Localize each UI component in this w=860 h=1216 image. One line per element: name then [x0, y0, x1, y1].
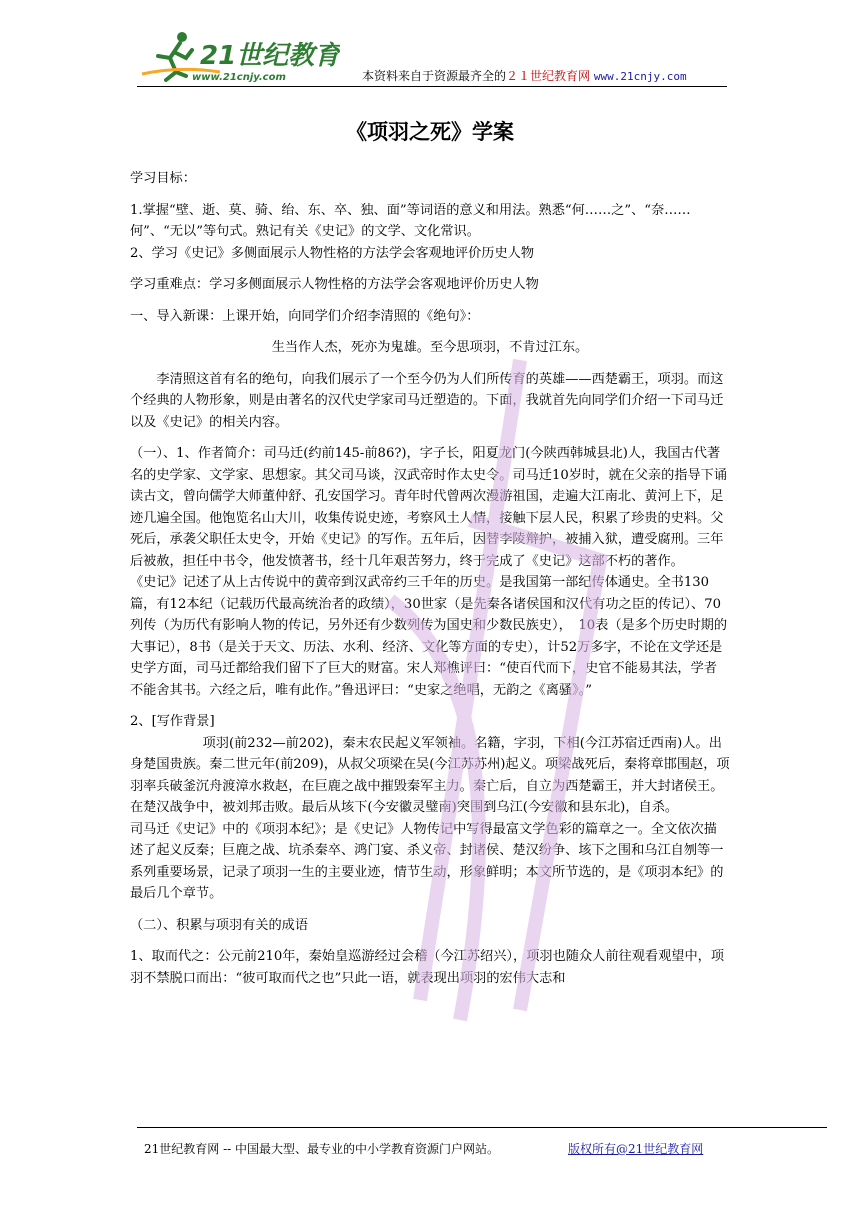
intro-heading: 一、导入新课：上课开始，向同学们介绍李清照的《绝句》：: [130, 308, 480, 324]
header-divider: [137, 86, 727, 87]
benji-intro: 司马迁《史记》中的《项羽本纪》；是《史记》人物传记中写得最富文学色彩的篇章之一。全文依次描述了起义反秦；巨鹿之战、坑杀秦卒、鸿门宴、杀义帝、封诸侯、楚汉纷争、垓下之围和乌江自刎等一系列重要场景，记录了项羽一生的主要业迹，情节生动，形象鲜明；本文所节选的，是《项羽本纪》的最后几个章节。: [130, 821, 724, 901]
idiom-1: 1、取而代之：公元前210年，秦始皇巡游经过会稽（今江苏绍兴），项羽也随众人前往观看观望中，项羽不禁脱口而出：“彼可取而代之也”只此一语，就表现出项羽的宏伟大志和: [130, 949, 725, 986]
poem-quote: 生当作人杰，死亦为鬼雄。至今思项羽，不肯过江东。: [271, 340, 589, 355]
source-prefix: 本资料来自于资源最齐全的: [362, 69, 507, 83]
xiangyu-bio: 项羽(前232—前202)，秦末农民起义军领袖。名籍，字羽，下相(今江苏宿迁西南)人。出身楚国贵族。秦二世元年(前209)，从叔父项梁在吴(今江苏苏州)起义。项梁战死后，秦将章邯围赵，项羽率兵破釜沉舟渡漳水救赵，在巨鹿之战中摧毁秦军主力。秦亡后，自立为西楚霸王，并大封诸侯王。在楚汉战争中，被刘邦击败。最后从垓下(今安徽灵璧南)突围到乌江(今安徽和县东北)，自杀。: [130, 735, 730, 815]
idioms-heading: （二）、积累与项羽有关的成语: [130, 917, 309, 933]
footer-divider: [137, 1127, 827, 1128]
document-body: [130, 168, 730, 989]
author-intro: （一）、1、作者简介：司马迁(约前145-前86?)，字子长，阳夏龙门(今陕西韩城县北)人，我国古代著名的史学家、文学家、思想家。其父司马谈，汉武帝时作太史令。司马迁10岁时，就在父亲的指导下诵读古文，曾向儒学大师董仲舒、孔安国学习。青年时代曾两次漫游祖国，走遍大江南北、黄河上下，足迹几遍全国。他饱览名山大川，收集传说史迹，考察风土人情，接触下层人民，积累了珍贵的史料。父死后，承袭父职任太史令，开始《史记》的写作。五年后，因替李陵辩护，被捕入狱，遭受腐刑。三年后被赦，担任中书令，他发愤著书，经十几年艰苦努力，终于完成了《史记》这部不朽的著作。: [130, 446, 728, 569]
logo-url-text: www.21cnjy.com: [192, 72, 286, 83]
header-source-line: [362, 67, 687, 84]
footer-site-description: 21世纪教育网 -- 中国最大型、最专业的中小学教育资源门户网站。: [144, 1142, 500, 1156]
source-site-link[interactable]: ２１世纪教育网: [506, 69, 591, 83]
goal-2: 2、学习《史记》多侧面展示人物性格的方法学会客观地评价历史人物: [130, 245, 535, 261]
logo-brand-text: 21世纪教育: [200, 41, 340, 71]
background-heading: 2、[写作背景]: [130, 714, 215, 729]
footer-copyright-link[interactable]: 版权所有@21世纪教育网: [568, 1142, 704, 1156]
key-points: 学习重难点：学习多侧面展示人物性格的方法学会客观地评价历史人物: [130, 277, 539, 292]
source-url-link[interactable]: www.21cnjy.com: [593, 70, 687, 83]
document-title: 《项羽之死》学案: [346, 120, 514, 144]
shiji-intro: 《史记》记述了从上古传说中的黄帝到汉武帝约三千年的历史。是我国第一部纪传体通史。全书130篇，有12本纪（记载历代最高统治者的政绩），30世家（是先秦各诸侯国和汉代有功之臣的传记）、70列传（为历代有影响人物的传记，另外还有少数列传为国史和少数民族史）， 10表（是多个历史时期的大事记），8书（是关于天文、历法、水利、经济、文化等方面的专史），计52万多字，不论在文学还是史学方面，司马迁都给我们留下了巨大的财富。宋人郑樵评曰：“使百代而下，史官不能易其法，学者不能舍其书。六经之后，唯有此作。”鲁迅评曰：“史家之绝唱，无韵之《离骚》。”: [130, 575, 728, 698]
site-logo: [140, 28, 340, 86]
intro-paragraph: 李清照这首有名的绝句，向我们展示了一个至今仍为人们所传育的英雄——西楚霸王，项羽。而这个经典的人物形象，则是由著名的汉代史学家司马迁塑造的。下面，我就首先向同学们介绍一下司马迁以及《史记》的相关内容。: [130, 371, 724, 430]
learning-goals-heading: 学习目标：: [130, 171, 196, 186]
goal-1: 1.掌握“壁、逝、莫、骑、绐、东、卒、独、面”等词语的意义和用法。熟悉“何……之”、“奈……何”、“无以”等句式。熟记有关《史记》的文学、文化常识。: [130, 202, 691, 239]
